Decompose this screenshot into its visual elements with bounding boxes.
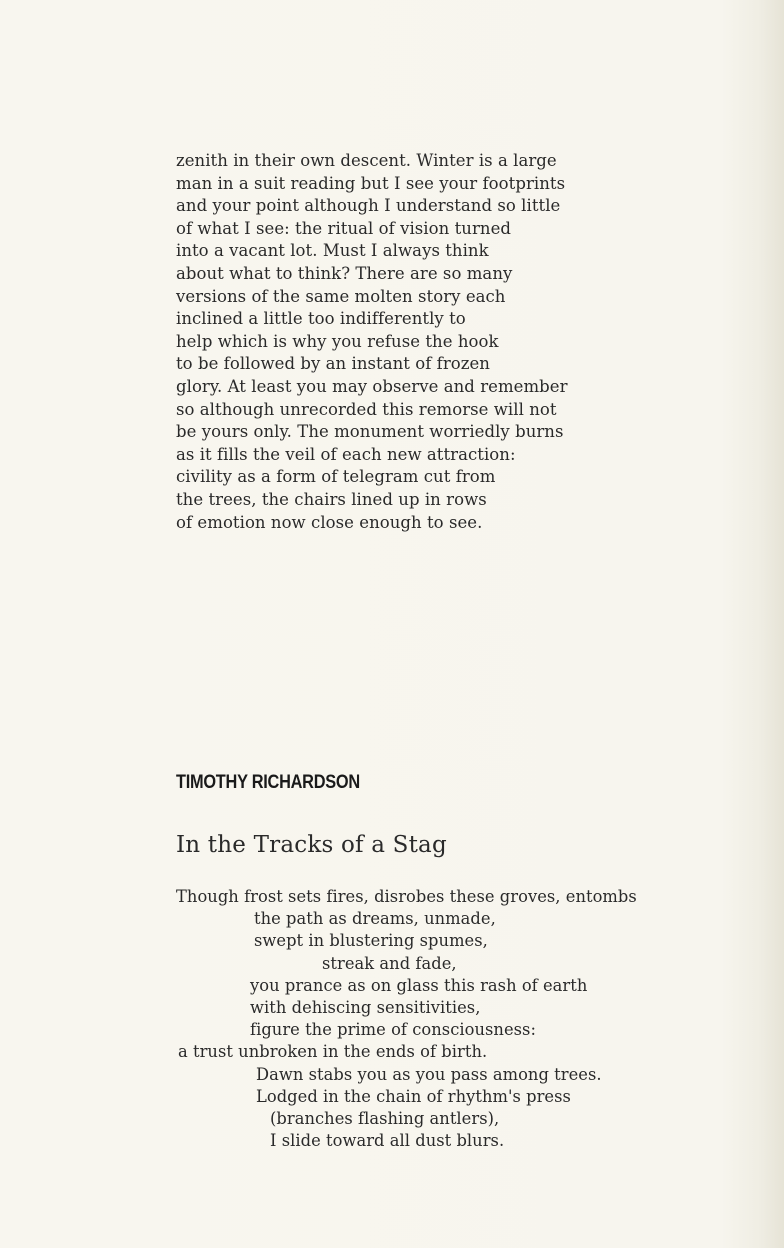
poem-line: the path as dreams, unmade,: [254, 909, 496, 929]
poem-line: help which is why you refuse the hook: [176, 331, 499, 351]
poem-line: of what I see: the ritual of vision turned: [176, 218, 511, 238]
poem-line: (branches flashing antlers),: [270, 1109, 500, 1129]
poem-line: man in a suit reading but I see your footprints: [176, 173, 566, 193]
poem-line: Lodged in the chain of rhythm's press: [256, 1086, 571, 1106]
poem-line: and your point although I understand so little: [176, 196, 561, 216]
author-name: TIMOTHY RICHARDSON: [176, 772, 360, 793]
poem-line: into a vacant lot. Must I always think: [176, 241, 489, 261]
poem-line: of emotion now close enough to see.: [176, 512, 483, 532]
poem-line: so although unrecorded this remorse will not: [176, 399, 557, 419]
poem-body: [176, 886, 696, 1152]
poem-line: inclined a little too indifferently to: [176, 309, 466, 329]
poem-line: civility as a form of telegram cut from: [176, 467, 496, 487]
poem-line: figure the prime of consciousness:: [250, 1020, 536, 1040]
poem-line: streak and fade,: [322, 953, 457, 973]
poem-line: Dawn stabs you as you pass among trees.: [256, 1064, 602, 1084]
poem-line: you prance as on glass this rash of earth: [250, 975, 588, 995]
poem-line: versions of the same molten story each: [176, 286, 506, 306]
poem-line: as it fills the veil of each new attraction:: [176, 444, 516, 464]
poem-line: zenith in their own descent. Winter is a large: [176, 151, 557, 170]
poem-line: with dehiscing sensitivities,: [250, 998, 481, 1018]
poem-line: about what to think? There are so many: [176, 263, 513, 283]
poem-line: be yours only. The monument worriedly burns: [176, 422, 564, 442]
poem-title: In the Tracks of a Stag: [176, 832, 447, 858]
poem-line: the trees, the chairs lined up in rows: [176, 489, 487, 509]
poem-line: glory. At least you may observe and remember: [176, 376, 568, 396]
poem-continuation: [176, 150, 656, 534]
poem-line: Though frost sets fires, disrobes these groves, entombs: [176, 887, 637, 906]
poem-line: I slide toward all dust blurs.: [270, 1131, 505, 1151]
poem-line: swept in blustering spumes,: [254, 931, 488, 951]
poem-line: a trust unbroken in the ends of birth.: [178, 1042, 488, 1062]
poem-line: to be followed by an instant of frozen: [176, 354, 490, 374]
